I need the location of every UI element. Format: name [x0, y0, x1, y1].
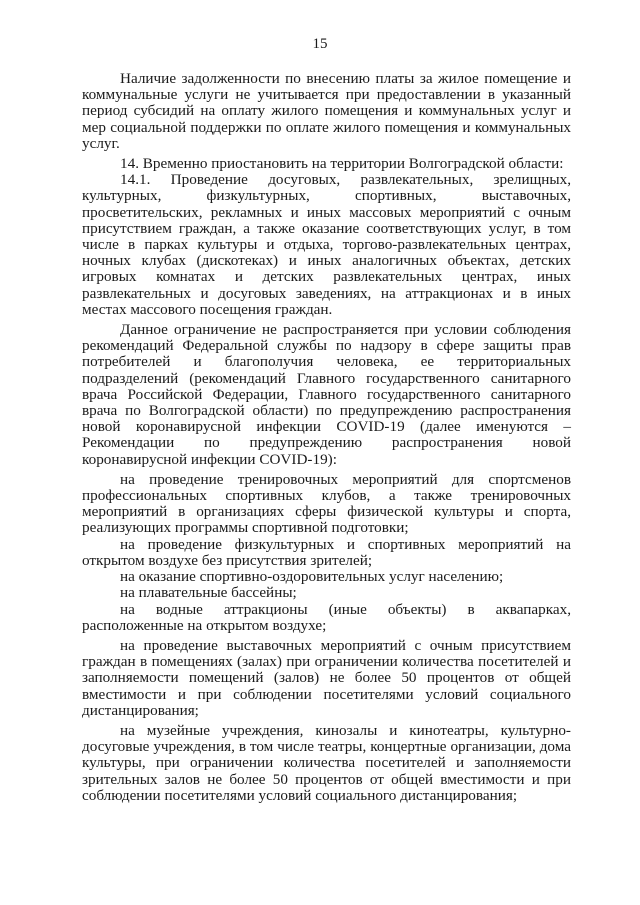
paragraph-exception: Данное ограничение не распространяется при условии соблюдения рекомендаций Федеральной службы по надзору в сфере защиты прав потребителей и благополучия человека, ее территориальных подразделений (рекомендаций Главного государственного санитарного врача Российской Федерации, Главного государственного санитарного врача по Волгоградской области) по предупреждению распространения новой коронавирусной инфекции COVID-19 (далее именуются – Рекомендации по предупреждению распространения новой коронавирусной инфекции COVID-19):: [82, 321, 571, 468]
page-number: 15: [312, 36, 328, 52]
list-item: на водные аттракционы (иные объекты) в аквапарках, расположенные на открытом воздухе;: [82, 600, 571, 634]
list-item: на оказание спортивно-оздоровительных услуг населению;: [120, 568, 504, 586]
document-body: [82, 71, 571, 804]
list-item: на проведение выставочных мероприятий с очным присутствием граждан в помещениях (залах) при ограничении количества посетителей и заполняемости помещений (залов) не более 50 процентов от общей вместимости и при соблюдении посетителями условий социального дистанцирования;: [82, 636, 571, 719]
paragraph-debt: Наличие задолженности по внесению платы за жилое помещение и коммунальные услуги не учитывается при предоставлении в указанный период субсидий на оплату жилого помещения и коммунальных услуг и мер социальной поддержки по оплате жилого помещения и коммунальных услуг.: [82, 70, 571, 152]
list-item: на плавательные бассейны;: [120, 584, 297, 602]
list-item: на проведение тренировочных мероприятий для спортсменов профессиональных спортивных клубов, а также тренировочных мероприятий в организациях сферы физической культуры и спорта, реализующих программы спортивной подготовки;: [82, 470, 571, 537]
paragraph-14: 14. Временно приостановить на территории Волгоградской области:: [120, 155, 564, 173]
list-item: на музейные учреждения, кинозалы и кинотеатры, культурно-досуговые учреждения, в том числе театры, концертные организации, дома культуры, при ограничении количества посетителей и заполняемости зрительных залов не более 50 процентов от общей вместимости и при соблюдении посетителями условий социального дистанцирования;: [82, 721, 571, 804]
list-item: на проведение физкультурных и спортивных мероприятий на открытом воздухе без присутствия зрителей;: [82, 535, 571, 569]
paragraph-14-1: 14.1. Проведение досуговых, развлекательных, зрелищных, культурных, физкультурных, спортивных, выставочных, просветительских, рекламных и иных массовых мероприятий с очным присутствием граждан, а также оказание соответствующих услуг, в том числе в парках культуры и отдыха, торгово-развлекательных центрах, ночных клубах (дискотеках) и иных аналогичных объектах, детских игровых комнатах и детских развлекательных центрах, иных развлекательных и досуговых заведениях, на аттракционах и в иных местах массового посещения граждан.: [82, 171, 571, 318]
